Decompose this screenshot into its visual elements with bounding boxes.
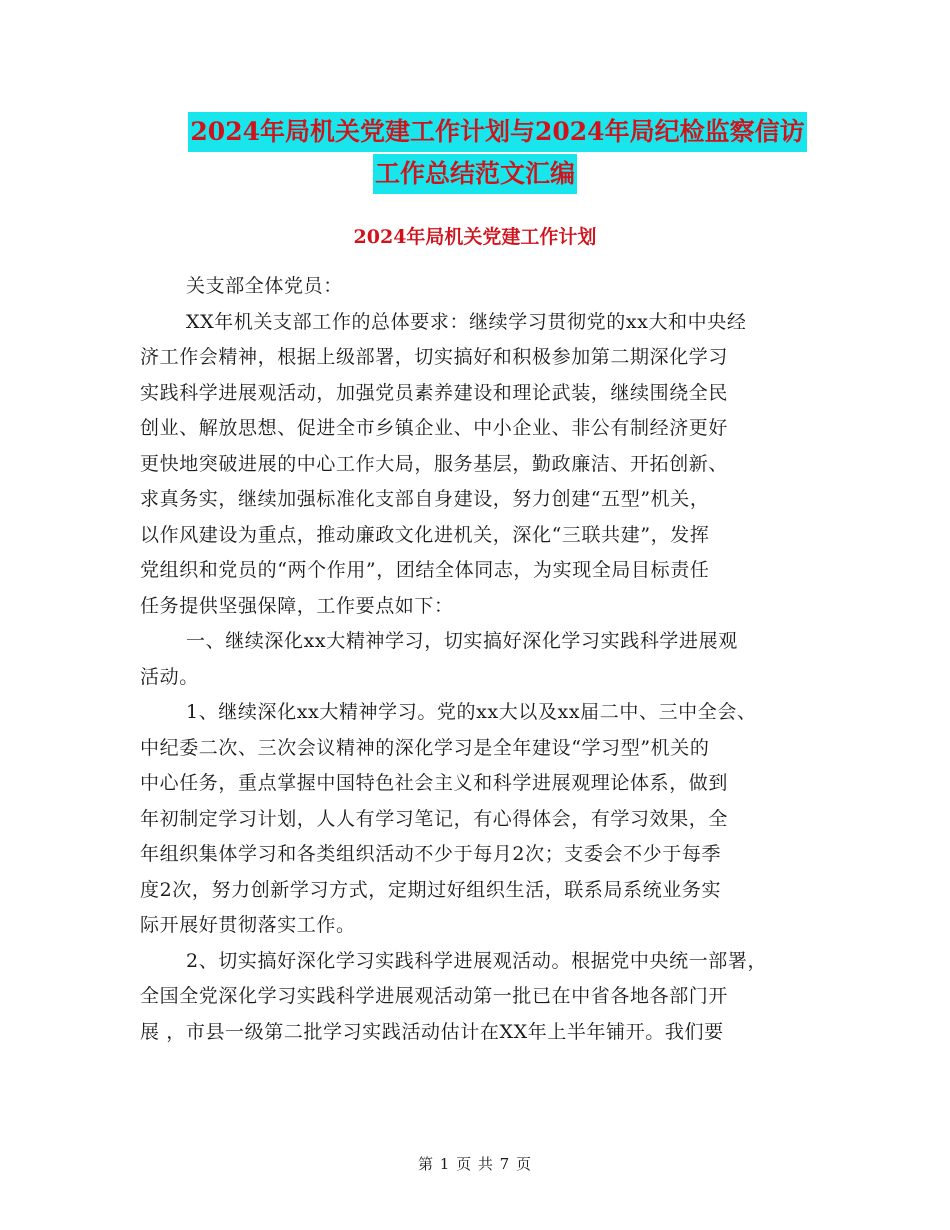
body-line: 中纪委二次、三次会议精神的深化学习是全年建设“学习型”机关的 (140, 736, 710, 759)
body-line: 展 ，市县一级第二批学习实践活动估计在XX年上半年铺开。我们要 (140, 1020, 724, 1043)
body-line: 济工作会精神，根据上级部署，切实搞好和积极参加第二期深化学习 (140, 346, 729, 368)
body-line: 1、继续深化xx大精神学习。党的xx大以及xx届二中、三中全会、 (186, 701, 757, 723)
page-footer: 第 1 页 共 7 页 (418, 1155, 532, 1173)
body-line: 年初制定学习计划，人人有学习笔记，有心得体会，有学习效果，全 (140, 807, 729, 830)
body-line: 关支部全体党员： (186, 275, 343, 297)
body-line: 中心任务，重点掌握中国特色社会主义和科学进展观理论体系，做到 (140, 772, 729, 794)
document-title (0, 112, 950, 194)
body-line: 任务提供坚强保障，工作要点如下： (140, 594, 454, 617)
body-line: 更快地突破进展的中心工作大局，服务基层，勤政廉洁、开拓创新、 (140, 452, 729, 475)
body-line: 一、继续深化xx大精神学习，切实搞好深化学习实践科学进展观 (186, 630, 738, 652)
body-line: 活动。 (140, 665, 199, 688)
section-heading: 2024年局机关党建工作计划 (353, 226, 597, 248)
body-line: 年组织集体学习和各类组织活动不少于每月2次；支委会不少于每季 (140, 843, 722, 865)
body-line: 际开展好贯彻落实工作。 (140, 914, 356, 936)
body-line: 度2次，努力创新学习方式，定期过好组织生活，联系局系统业务实 (140, 878, 722, 901)
body-line: 党组织和党员的“两个作用”，团结全体同志，为实现全局目标责任 (140, 559, 710, 581)
title-line-2: 工作总结范文汇编 (373, 154, 577, 194)
body-line: XX年机关支部工作的总体要求：继续学习贯彻党的xx大和中央经 (186, 310, 747, 333)
body-text (140, 269, 830, 1050)
title-line-1: 2024年局机关党建工作计划与2024年局纪检监察信访 (188, 112, 806, 152)
body-line: 2、切实搞好深化学习实践科学进展观活动。根据党中央统一部署， (186, 949, 768, 972)
body-line: 实践科学进展观活动，加强党员素养建设和理论武装，继续围绕全民 (140, 381, 729, 404)
body-line: 以作风建设为重点，推动廉政文化进机关，深化“三联共建”，发挥 (140, 523, 710, 546)
body-line: 求真务实，继续加强标准化支部自身建设，努力创建“五型”机关， (140, 488, 710, 510)
body-line: 全国全党深化学习实践科学进展观活动第一批已在中省各地各部门开 (140, 985, 729, 1007)
body-line: 创业、解放思想、促进全市乡镇企业、中小企业、非公有制经济更好 (140, 417, 729, 439)
